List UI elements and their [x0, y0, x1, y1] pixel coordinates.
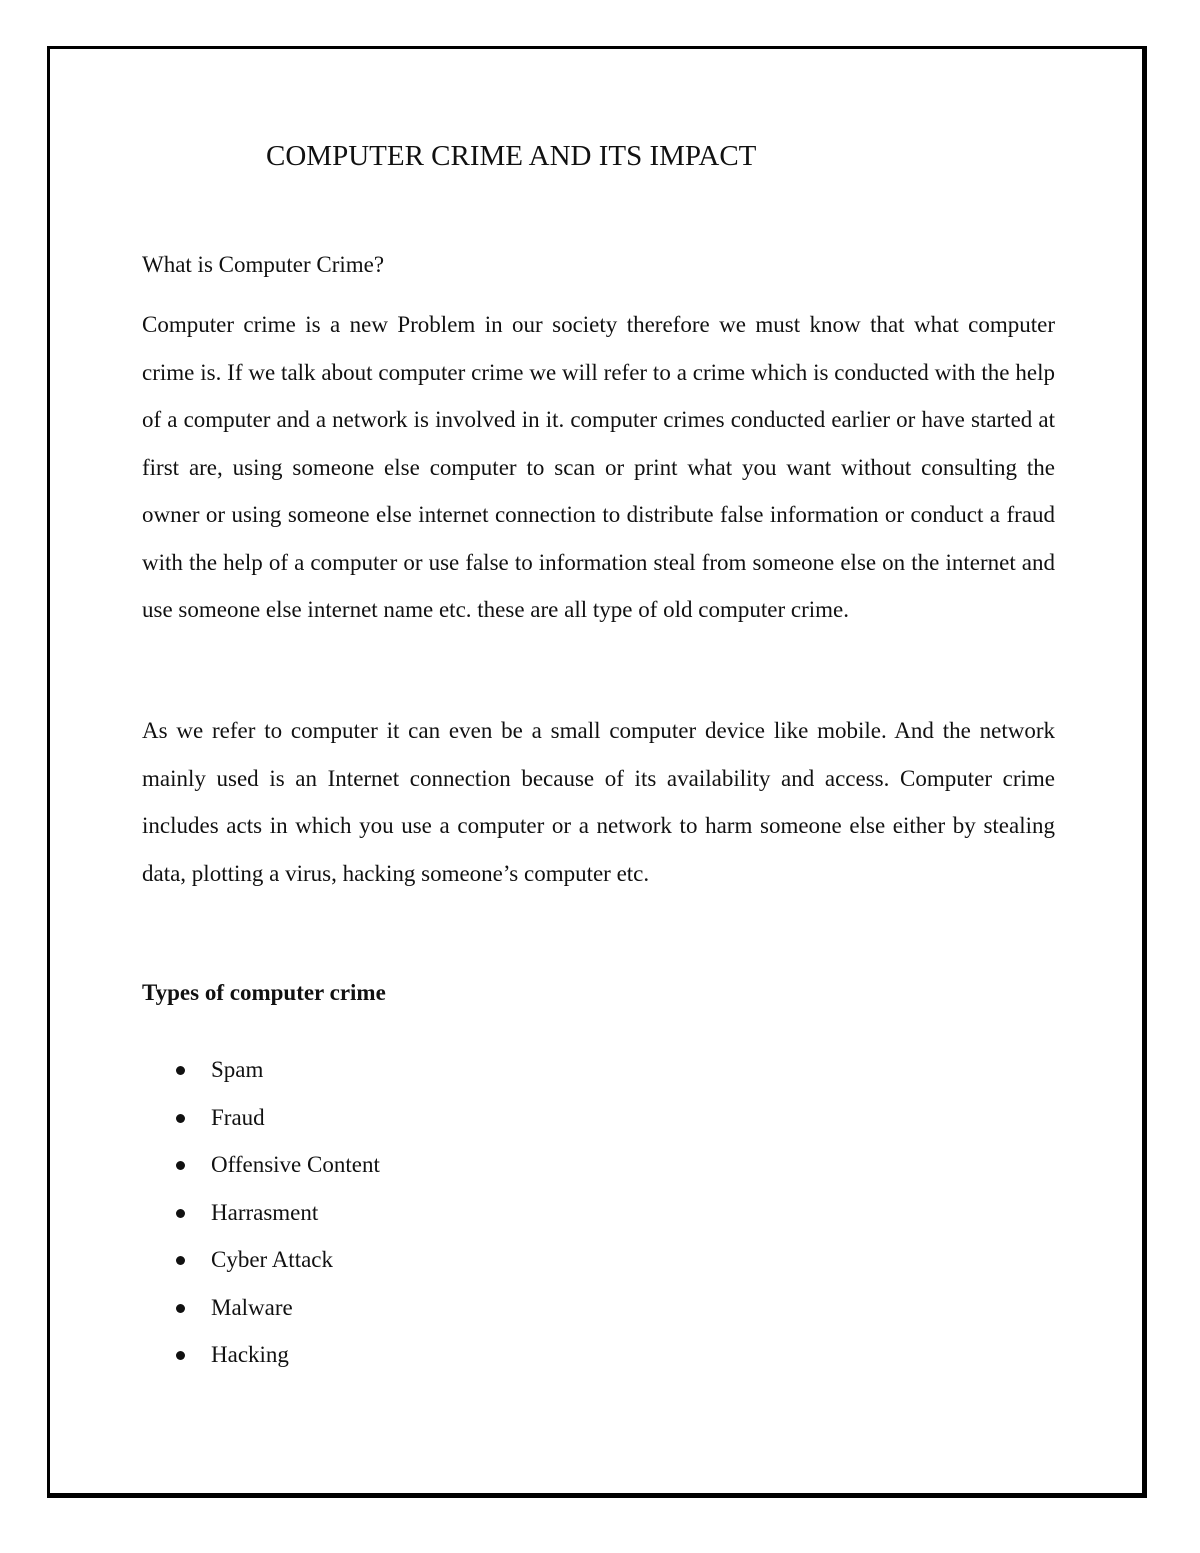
paragraph-scope: As we refer to computer it can even be a small computer device like mobile. And the network mainly used is an Internet connection because of its availability and access. Computer crime includes acts in which you use a computer or a network to harm someone else either by stealing data, plotting a virus, hacking someone’s computer etc.: [142, 718, 1055, 886]
bullet-icon: [176, 1351, 185, 1360]
list-item: [142, 1338, 380, 1386]
bullet-icon: [176, 1114, 185, 1123]
list-item: [142, 1291, 380, 1339]
bullet-icon: [176, 1304, 185, 1313]
list-item: [142, 1101, 380, 1149]
paragraph-definition: Computer crime is a new Problem in our society therefore we must know that what computer crime is. If we talk about computer crime we will refer to a crime which is conducted with the help of a computer and a network is involved in it. computer crimes conducted earlier or have started at first are, using someone else computer to scan or print what you want without consulting the owner or using someone else internet connection to distribute false information or conduct a fraud with the help of a computer or use false to information steal from someone else on the internet and use someone else internet name etc. these are all type of old computer crime.: [142, 312, 1055, 622]
types-list: [142, 1053, 380, 1386]
types-heading: Types of computer crime: [142, 980, 386, 1005]
bullet-icon: [176, 1161, 185, 1170]
list-item-label: Harrasment: [211, 1199, 319, 1225]
list-item-label: Cyber Attack: [211, 1247, 333, 1272]
list-item-label: Spam: [211, 1057, 264, 1082]
section-question-heading: What is Computer Crime?: [142, 252, 385, 277]
list-item: [142, 1148, 380, 1196]
bullet-icon: [176, 1209, 185, 1218]
list-item-label: Offensive Content: [211, 1152, 380, 1177]
document-title: COMPUTER CRIME AND ITS IMPACT: [266, 140, 757, 172]
list-item: [142, 1053, 380, 1101]
list-item: [142, 1243, 380, 1291]
list-item-label: Hacking: [211, 1342, 289, 1367]
list-item-label: Fraud: [211, 1104, 265, 1130]
bullet-icon: [176, 1066, 185, 1075]
list-item: [142, 1196, 380, 1244]
list-item-label: Malware: [211, 1294, 293, 1320]
bullet-icon: [176, 1256, 185, 1265]
